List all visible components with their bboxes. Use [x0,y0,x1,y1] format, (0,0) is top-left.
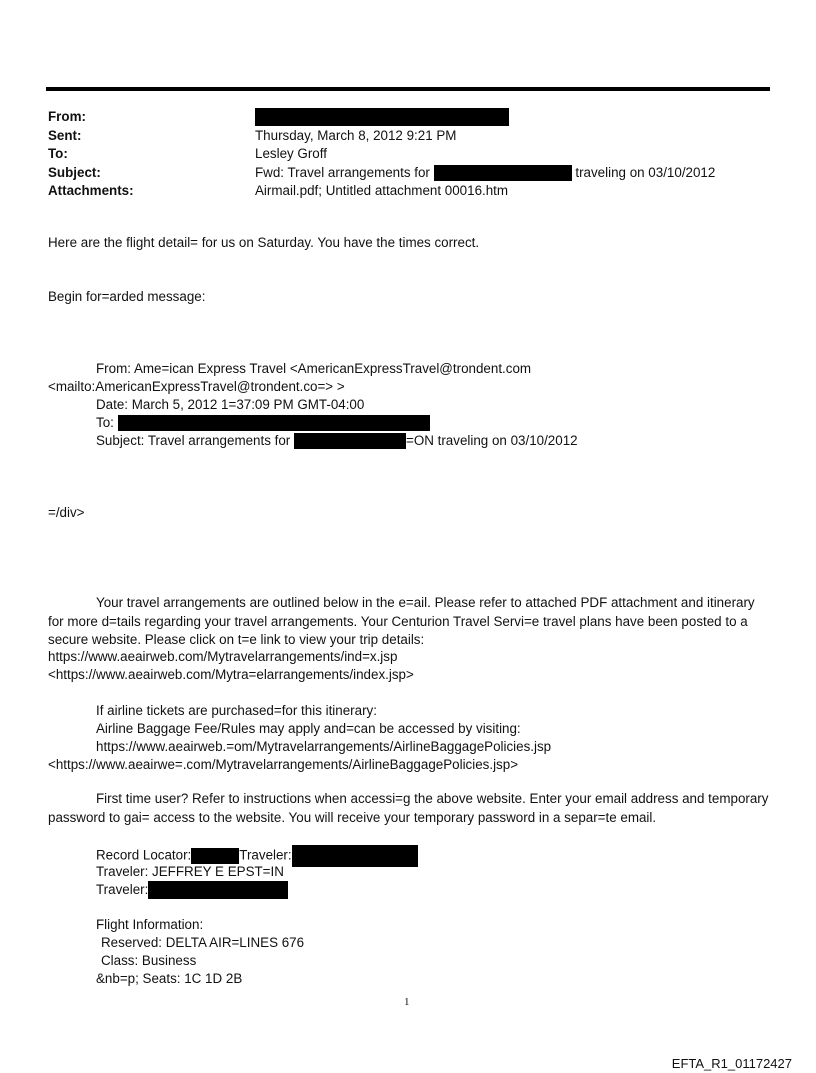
seats-line: &nb=p; Seats: 1C 1D 2B [96,971,243,986]
subject-prefix: Fwd: Travel arrangements for [255,164,430,180]
subject-value [255,164,715,183]
div-close-text: =/div> [48,505,85,520]
traveler-line-3 [96,881,288,899]
forwarded-from: From: Ame=ican Express Travel <AmericanExpressTravel@trondent.com [96,361,532,376]
sent-value: Thursday, March 8, 2012 9:21 PM [255,127,457,143]
forwarded-to [96,414,430,432]
traveler-label-3: Traveler: [96,882,149,897]
from-label: From: [48,109,86,124]
redaction-box [434,165,572,181]
redaction-box [191,848,239,864]
trip-link[interactable]: https://www.aeairweb.com/Mytravelarrangements/ind=x.jsp [48,649,398,664]
forwarded-subject-suffix: =ON traveling on 03/10/2012 [406,433,578,448]
trip-link-alt[interactable]: <https://www.aeairweb.com/Mytra=elarrangements/index.jsp> [48,667,414,682]
tickets-line: If airline tickets are purchased=for this itinerary: [96,703,377,718]
intro-text: Here are the flight detail= for us on Saturday. You have the times correct. [48,235,480,250]
baggage-link-alt[interactable]: <https://www.aeairwe=.com/Mytravelarrangements/AirlineBaggagePolicies.jsp> [48,757,519,772]
redaction-box [118,415,430,431]
to-value: Lesley Groff [255,146,327,161]
flight-info-heading: Flight Information: [96,917,204,932]
from-value [255,108,509,127]
header-rule [46,87,770,91]
record-locator-label: Record Locator: [96,847,192,863]
travel-paragraph: Your travel arrangements are outlined below in the e=ail. Please refer to attached PDF attachment and itinerary for more d=tails regarding your travel arrangements. Your Centurion Travel Servi=e travel plans have been posted to a secure website. Please click on t=e link to view your trip details: [48,595,755,647]
to-label: To: [48,146,68,161]
first-time-paragraph: First time user? Refer to instructions when accessi=g the above website. Enter your email address and temporary password to gai= access to the website. You will receive your temporary password in a separ=te email. [48,791,769,825]
forwarded-date: Date: March 5, 2012 1=37:09 PM GMT-04:00 [96,397,365,412]
subject-label: Subject: [48,164,101,180]
baggage-line: Airline Baggage Fee/Rules may apply and=can be accessed by visiting: [96,721,521,736]
subject-suffix: traveling on 03/10/2012 [575,164,716,180]
sent-label: Sent: [48,127,82,143]
attachments-value[interactable]: Airmail.pdf; Untitled attachment 00016.htm [255,183,509,198]
attachments-label: Attachments: [48,183,134,198]
class-line: Class: Business [101,953,197,968]
page-number: 1 [404,996,410,1008]
forwarded-to-label: To: [96,415,114,430]
reserved-line: Reserved: DELTA AIR=LINES 676 [101,935,305,950]
redaction-box [148,881,288,899]
baggage-link[interactable]: https://www.aeairweb.=om/Mytravelarrangements/AirlineBaggagePolicies.jsp [96,739,552,754]
redaction-box [292,845,418,867]
document-id: EFTA_R1_01172427 [671,1056,792,1071]
forwarded-subject [96,432,578,450]
traveler-line-2: Traveler: JEFFREY E EPST=IN [96,864,284,879]
forwarded-subject-prefix: Subject: Travel arrangements for [96,433,291,448]
traveler-label: Traveler: [239,847,292,863]
redaction-box [294,433,406,449]
redaction-box [255,108,509,126]
forwarded-mailto[interactable]: <mailto:AmericanExpressTravel@trondent.co=> > [48,379,345,394]
begin-forwarded-text: Begin for=arded message: [48,289,206,304]
